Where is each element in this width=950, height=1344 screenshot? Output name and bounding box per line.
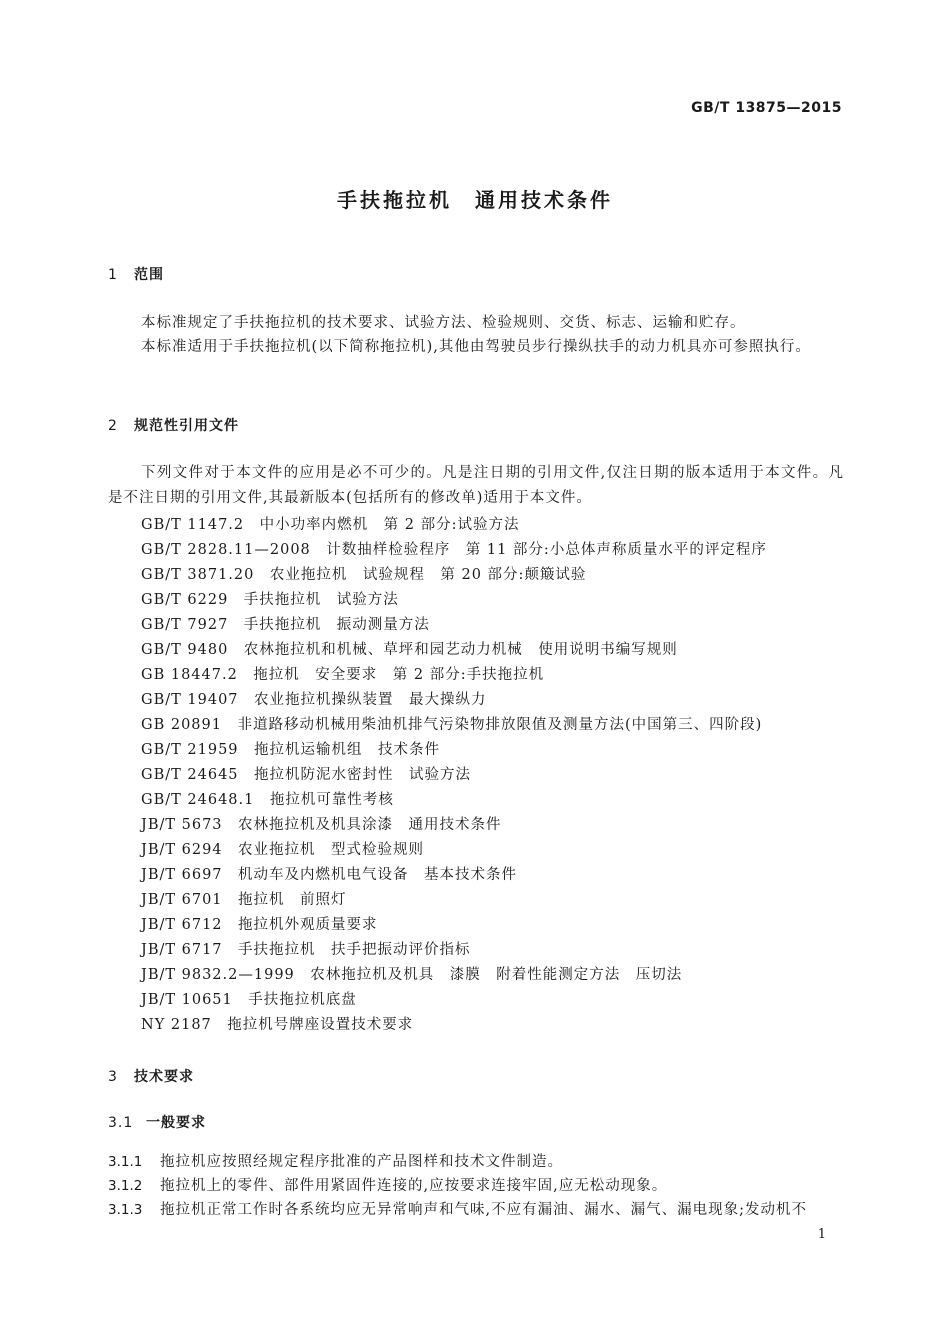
reference-item: GB/T 19407 农业拖拉机操纵装置 最大操纵力 [141, 692, 487, 708]
subsection-title: 一般要求 [146, 1115, 206, 1131]
reference-item: GB/T 2828.11—2008 计数抽样检验程序 第 11 部分:小总体声称质量水平的评定程序 [141, 542, 767, 558]
reference-item: JB/T 9832.2—1999 农林拖拉机及机具 漆膜 附着性能测定方法 压切法 [141, 967, 683, 983]
clause-3-1-3 [108, 1198, 807, 1219]
scope-paragraph-2: 本标准适用于手扶拖拉机(以下简称拖拉机),其他由驾驶员步行操纵扶手的动力机具亦可参照执行。 [141, 339, 811, 355]
references-intro: 下列文件对于本文件的应用是必不可少的。凡是注日期的引用文件,仅注日期的版本适用于本文件。凡是不注日期的引用文件,其最新版本(包括所有的修改单)适用于本文件。 [108, 465, 844, 506]
reference-item: JB/T 5673 农林拖拉机及机具涂漆 通用技术条件 [141, 817, 502, 833]
section-title: 规范性引用文件 [134, 418, 239, 434]
reference-item: JB/T 6701 拖拉机 前照灯 [141, 892, 347, 908]
reference-item: GB/T 1147.2 中小功率内燃机 第 2 部分:试验方法 [141, 517, 520, 533]
reference-item: GB/T 3871.20 农业拖拉机 试验规程 第 20 部分:颠簸试验 [141, 567, 587, 583]
reference-item: GB/T 6229 手扶拖拉机 试验方法 [141, 592, 399, 608]
section-number: 1 [108, 267, 118, 283]
clause-number: 3.1.3 [108, 1202, 143, 1218]
reference-item: JB/T 6294 农业拖拉机 型式检验规则 [141, 842, 425, 858]
clause-text: 拖拉机正常工作时各系统均应无异常响声和气味,不应有漏油、漏水、漏气、漏电现象;发动机不 [160, 1202, 807, 1218]
reference-item: GB/T 21959 拖拉机运输机组 技术条件 [141, 742, 441, 758]
reference-item: JB/T 10651 手扶拖拉机底盘 [141, 992, 357, 1008]
section-title: 技术要求 [134, 1069, 194, 1085]
reference-item: GB 20891 非道路移动机械用柴油机排气污染物排放限值及测量方法(中国第三、四阶段) [141, 717, 763, 733]
reference-item: JB/T 6717 手扶拖拉机 扶手把振动评价指标 [141, 942, 471, 958]
clause-3-1-2 [108, 1174, 667, 1195]
reference-item: GB 18447.2 拖拉机 安全要求 第 2 部分:手扶拖拉机 [141, 667, 545, 683]
standard-code: GB/T 13875—2015 [691, 100, 842, 116]
reference-item: JB/T 6712 拖拉机外观质量要求 [141, 917, 378, 933]
scope-paragraph-1: 本标准规定了手扶拖拉机的技术要求、试验方法、检验规则、交货、标志、运输和贮存。 [141, 315, 746, 331]
reference-item: GB/T 24645 拖拉机防泥水密封性 试验方法 [141, 767, 472, 783]
section-3-heading [108, 1066, 194, 1086]
section-number: 2 [108, 418, 118, 434]
subsection-number: 3.1 [108, 1115, 134, 1131]
section-1-heading [108, 264, 164, 284]
subsection-3-1-heading [108, 1112, 206, 1132]
reference-item: JB/T 6697 机动车及内燃机电气设备 基本技术条件 [141, 867, 518, 883]
reference-item: GB/T 7927 手扶拖拉机 振动测量方法 [141, 617, 430, 633]
reference-item: GB/T 24648.1 拖拉机可靠性考核 [141, 792, 394, 808]
clause-number: 3.1.2 [108, 1178, 143, 1194]
page-number: 1 [817, 1227, 826, 1242]
section-2-heading [108, 415, 239, 435]
clause-text: 拖拉机应按照经规定程序批准的产品图样和技术文件制造。 [160, 1154, 563, 1170]
document-title: 手扶拖拉机 通用技术条件 [337, 188, 613, 212]
reference-item: NY 2187 拖拉机号牌座设置技术要求 [141, 1017, 414, 1033]
clause-text: 拖拉机上的零件、部件用紧固件连接的,应按要求连接牢固,应无松动现象。 [160, 1178, 668, 1194]
clause-number: 3.1.1 [108, 1154, 143, 1170]
clause-3-1-1 [108, 1150, 563, 1171]
section-title: 范围 [134, 267, 164, 283]
reference-item: GB/T 9480 农林拖拉机和机械、草坪和园艺动力机械 使用说明书编写规则 [141, 642, 678, 658]
section-number: 3 [108, 1069, 118, 1085]
